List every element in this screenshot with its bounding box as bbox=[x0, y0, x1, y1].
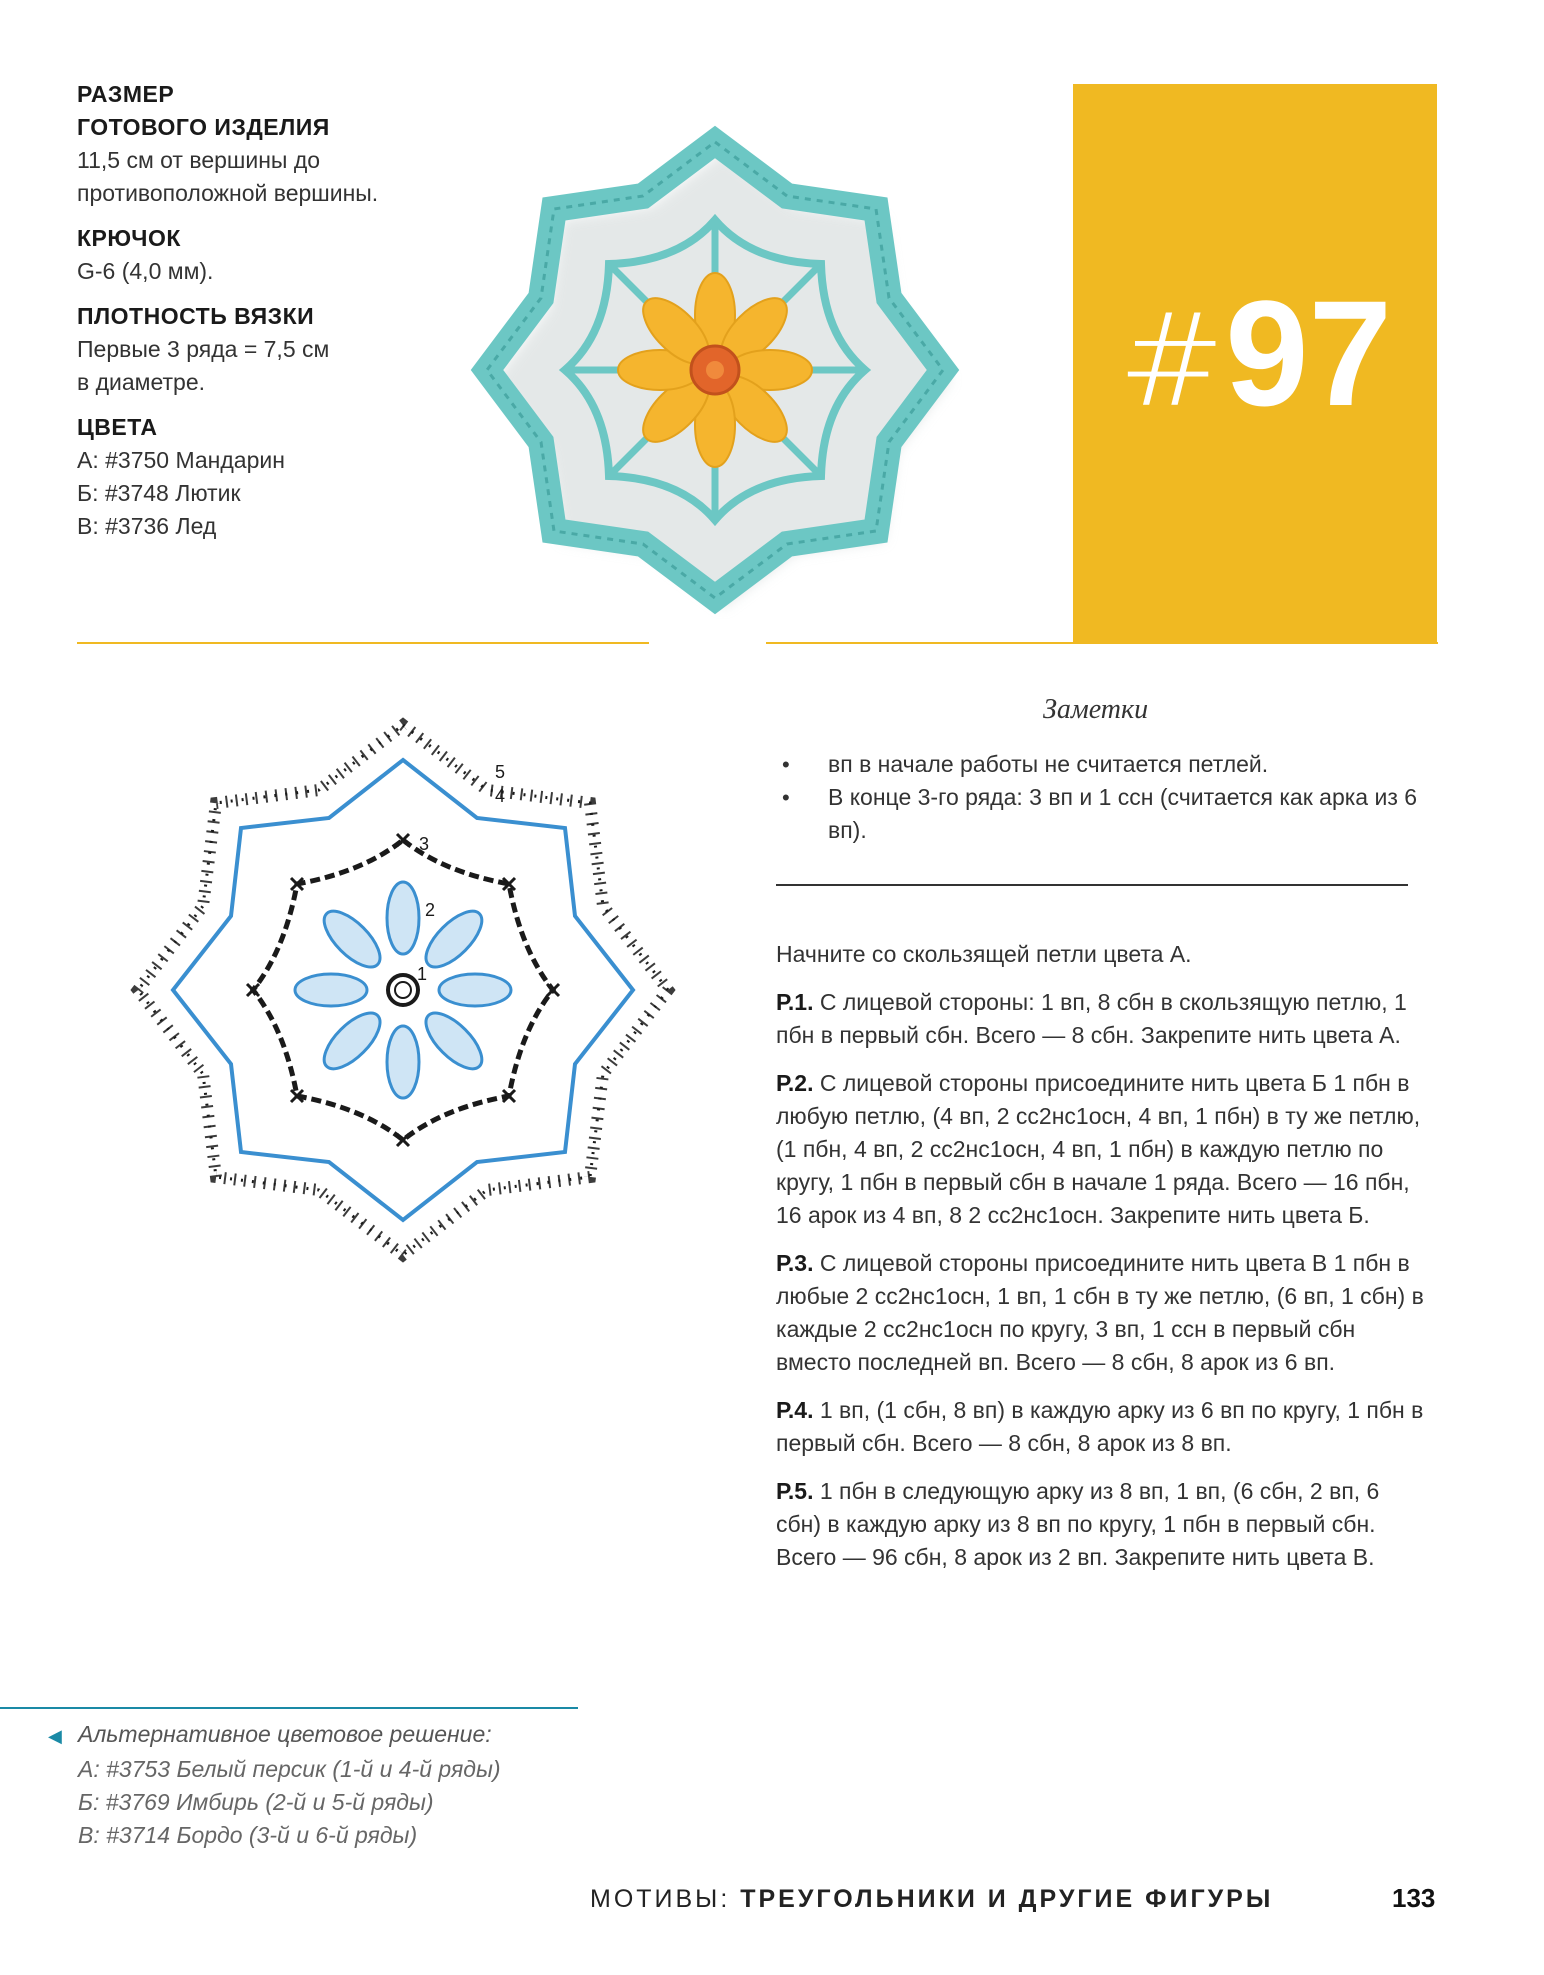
notes-item-text: вп в начале работы не считается петлей. bbox=[828, 751, 1269, 777]
row-label: Р.3. bbox=[776, 1250, 814, 1276]
color-b: Б: #3748 Лютик bbox=[77, 480, 241, 506]
row-text: С лицевой стороны: 1 вп, 8 сбн в скользящую петлю, 1 пбн в первый сбн. Всего — 8 сбн. Закрепите нить цвета А. bbox=[776, 989, 1407, 1048]
motif-center-hole bbox=[706, 361, 724, 379]
chart-row-4 bbox=[173, 760, 633, 1220]
size-text-2: противоположной вершины. bbox=[77, 180, 379, 206]
row-label: Р.1. bbox=[776, 989, 814, 1015]
instructions-intro: Начните со скользящей петли цвета А. bbox=[776, 941, 1192, 967]
bullet-icon: • bbox=[782, 752, 790, 777]
gauge-heading: ПЛОТНОСТЬ ВЯЗКИ bbox=[77, 303, 315, 329]
spec-block bbox=[77, 78, 437, 555]
colors-heading: ЦВЕТА bbox=[77, 414, 158, 440]
yellow-rule-left bbox=[77, 642, 649, 644]
instruction-row-2 bbox=[776, 1067, 1426, 1232]
motif-photo bbox=[405, 80, 1025, 660]
row-label: Р.2. bbox=[776, 1070, 814, 1096]
chart-center bbox=[395, 982, 411, 998]
pattern-number-box bbox=[1073, 84, 1437, 642]
row-label: Р.5. bbox=[776, 1478, 814, 1504]
gauge-text-2: в диаметре. bbox=[77, 369, 206, 395]
page-number: 133 bbox=[1392, 1883, 1436, 1913]
chart-row-5-ticks bbox=[138, 725, 668, 1255]
chart-label-4: 4 bbox=[495, 786, 506, 806]
hook-text: G-6 (4,0 мм). bbox=[77, 258, 214, 284]
yellow-rule-right bbox=[766, 642, 1438, 644]
alternative-line-a: А: #3753 Белый персик (1-й и 4-й ряды) bbox=[78, 1756, 501, 1782]
chart-label-3: 3 bbox=[419, 834, 430, 854]
row-text: С лицевой стороны присоедините нить цвета В 1 пбн в любые 2 сс2нс1осн, 1 вп, 1 сбн в ту же петлю, (6 вп, 1 сбн) в каждые 2 сс2нс1осн по кругу, 3 вп, 1 ссн в первый сбн вместо последней вп. Всего — 8 сбн, 8 арок из 6 вп. bbox=[776, 1250, 1424, 1375]
alternative-line-b: Б: #3769 Имбирь (2-й и 5-й ряды) bbox=[78, 1789, 434, 1815]
color-a: A: #3750 Мандарин bbox=[77, 447, 285, 473]
size-heading-2: ГОТОВОГО ИЗДЕЛИЯ bbox=[77, 114, 330, 140]
chart-label-1: 1 bbox=[417, 964, 428, 984]
triangle-left-icon: ◀ bbox=[48, 1726, 62, 1746]
hook-heading: КРЮЧОК bbox=[77, 225, 181, 251]
gauge-text-1: Первые 3 ряда = 7,5 см bbox=[77, 336, 330, 362]
notes-item bbox=[776, 748, 1456, 781]
size-heading-1: РАЗМЕР bbox=[77, 81, 175, 107]
alternative-colorway bbox=[48, 1718, 608, 1852]
instruction-row-3 bbox=[776, 1247, 1426, 1379]
chart-label-5: 5 bbox=[495, 762, 506, 782]
pattern-hash: # bbox=[1117, 287, 1226, 436]
pattern-number bbox=[1073, 269, 1437, 437]
chart-row-2 bbox=[295, 882, 511, 1098]
alternative-line-c: В: #3714 Бордо (3-й и 6-й ряды) bbox=[78, 1822, 418, 1848]
color-c: В: #3736 Лед bbox=[77, 513, 217, 539]
pattern-digits: 97 bbox=[1225, 269, 1393, 437]
alternative-divider bbox=[0, 1707, 578, 1709]
row-text: С лицевой стороны присоедините нить цвета Б 1 пбн в любую петлю, (4 вп, 2 сс2нс1осн, 4 вп, 1 пбн) в ту же петлю, (1 пбн, 4 вп, 2 сс2нс1осн, 4 вп, 1 пбн) в каждую петлю по кругу, 1 пбн в первый сбн в начале 1 ряда. Всего — 16 пбн, 16 арок из 4 вп, 8 2 сс2нс1осн. Закрепите нить цвета Б. bbox=[776, 1070, 1421, 1228]
notes-item-text: В конце 3-го ряда: 3 вп и 1 ссн (считается как арка из 6 вп). bbox=[828, 784, 1418, 843]
size-text bbox=[77, 144, 437, 210]
instruction-row-5 bbox=[776, 1475, 1426, 1574]
instruction-row-4 bbox=[776, 1394, 1426, 1460]
notes-list bbox=[776, 748, 1456, 847]
bullet-icon: • bbox=[782, 785, 790, 810]
row-text: 1 пбн в следующую арку из 8 вп, 1 вп, (6 сбн, 2 вп, 6 сбн) в каждую арку из 8 вп по кругу, 1 пбн в первый сбн. Всего — 96 сбн, 8 арок из 2 вп. Закрепите нить цвета В. bbox=[776, 1478, 1380, 1570]
row-text: 1 вп, (1 сбн, 8 вп) в каждую арку из 6 вп по кругу, 1 пбн в первый сбн. Всего — 8 сбн, 8 арок из 8 вп. bbox=[776, 1397, 1424, 1456]
footer-prefix: МОТИВЫ: bbox=[590, 1885, 741, 1913]
alternative-title: Альтернативное цветовое решение: bbox=[78, 1721, 492, 1747]
running-footer bbox=[590, 1885, 1273, 1914]
gauge-text bbox=[77, 333, 437, 399]
row-label: Р.4. bbox=[776, 1397, 814, 1423]
instructions bbox=[776, 938, 1426, 1589]
chart-row-1 bbox=[388, 975, 418, 1005]
instruction-row-1 bbox=[776, 986, 1426, 1052]
notes-item bbox=[776, 781, 1456, 847]
notes-title: Заметки bbox=[1043, 694, 1149, 725]
size-text-1: 11,5 см от вершины до bbox=[77, 147, 321, 173]
colors-list bbox=[77, 444, 437, 543]
notes-divider bbox=[776, 884, 1408, 886]
footer-section: ТРЕУГОЛЬНИКИ И ДРУГИЕ ФИГУРЫ bbox=[740, 1885, 1274, 1913]
chart-label-2: 2 bbox=[425, 900, 436, 920]
crochet-chart bbox=[108, 700, 708, 1300]
